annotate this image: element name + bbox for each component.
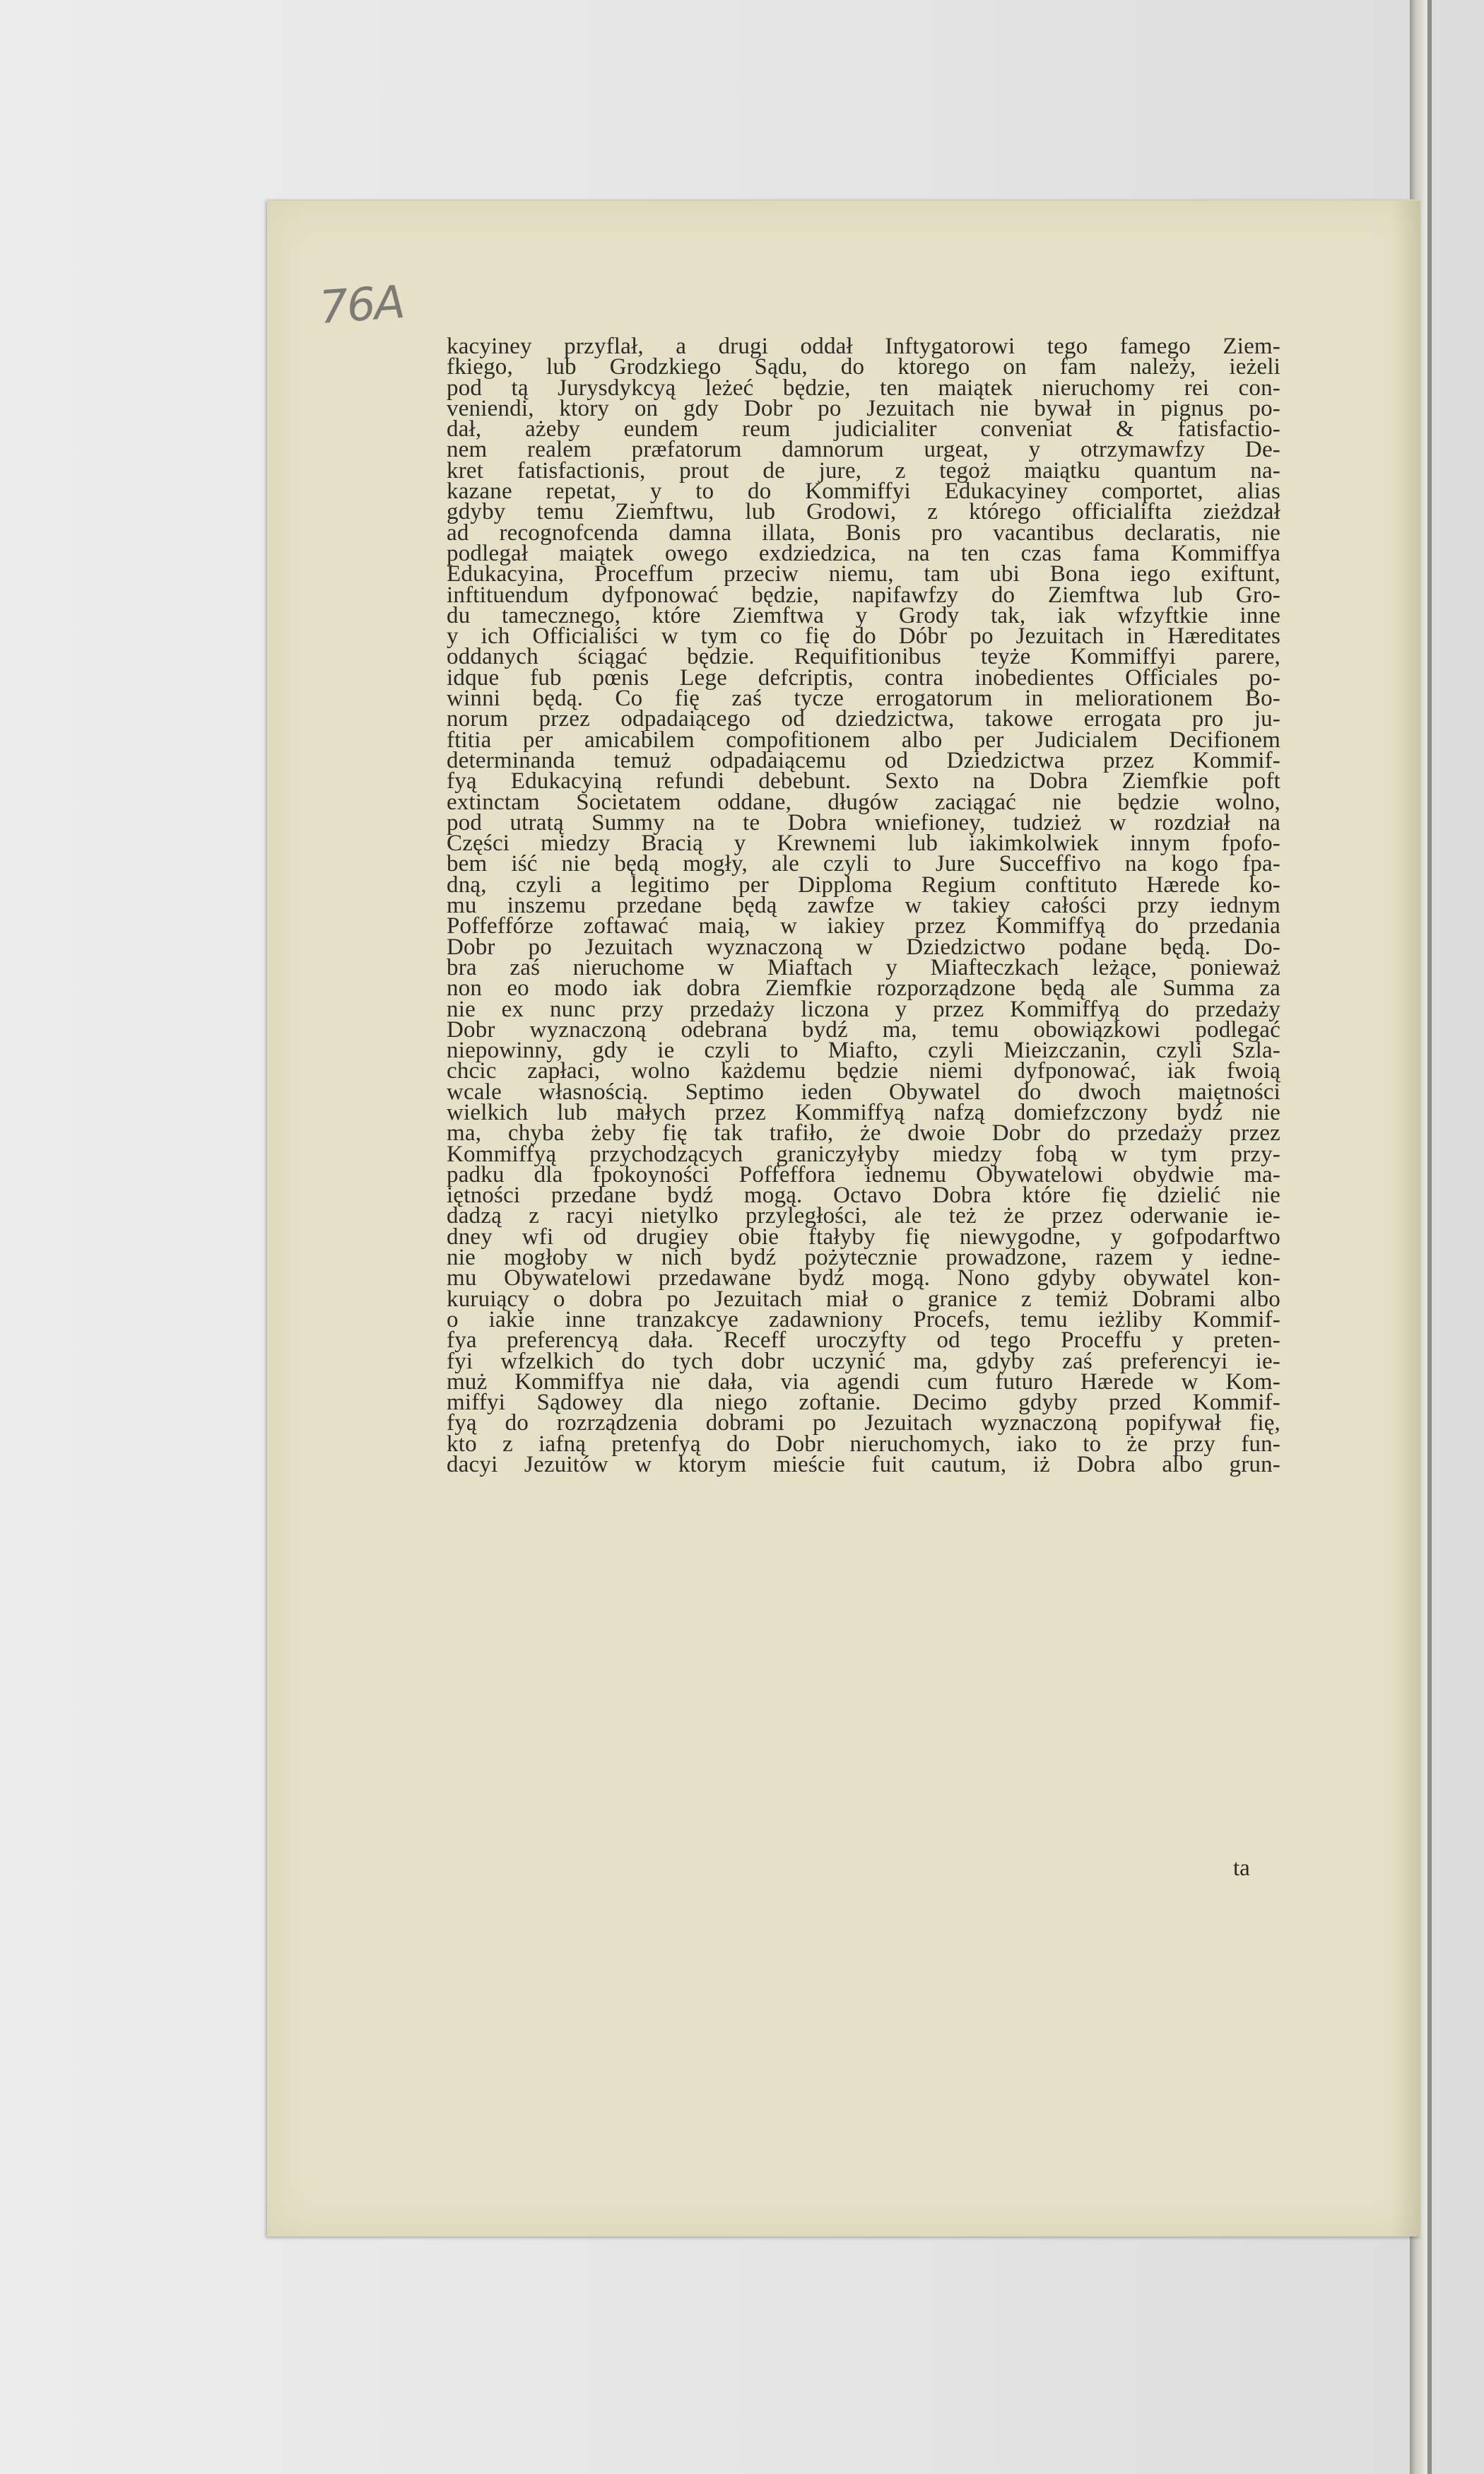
text-line: kto z iafną pretenfyą do Dobr nieruchomych, iako to że przy fun- xyxy=(447,1431,1280,1457)
text-line: pod utratą Summy na te Dobra wniefioney, tudzież w rozdział na xyxy=(447,809,1280,836)
text-line: pod tą Jurysdykcyą leżeć będzie, ten maiątek nieruchomy rei con- xyxy=(447,375,1280,401)
text-line: dacyi Jezuitów w ktorym mieście fuit cautum, iż Dobra albo grun- xyxy=(447,1452,1280,1478)
text-line: norum przez odpadaiącego od dziedzictwa, takowe errogata pro ju- xyxy=(447,706,1280,732)
text-line: Dobr po Jezuitach wyznaczoną w Dziedzictwo podane będą. Do- xyxy=(447,934,1280,960)
text-line: nie ex nunc przy przedaży liczona y przez Kommiffyą do przedaży xyxy=(447,996,1280,1022)
text-line: du tamecznego, które Ziemftwa y Grody tak, iak wfzyftkie inne xyxy=(447,602,1280,628)
text-line: Kommiffyą przychodzących graniczyłyby miedzy fobą w tym przy- xyxy=(447,1141,1280,1167)
text-line: kuruiący o dobra po Jezuitach miał o granice z temiż Dobrami albo xyxy=(447,1286,1280,1312)
text-line: ad recognofcenda damna illata, Bonis pro vacantibus declaratis, nie xyxy=(447,520,1280,546)
text-line: padku dla fpokoyności Poffeffora iednemu Obywatelowi obydwie ma- xyxy=(447,1161,1280,1188)
text-line: y ich Officialiści w tym co fię do Dóbr po Jezuitach in Hæreditates xyxy=(447,623,1280,650)
text-line: ftitia per amicabilem compofitionem albo per Judicialem Decifionem xyxy=(447,727,1280,753)
text-line: mu inszemu przedane będą zawfze w takiey całości przy iednym xyxy=(447,893,1280,919)
text-line: mu Obywatelowi przedawane bydź mogą. Nono gdyby obywatel kon- xyxy=(447,1265,1280,1291)
text-line: ma, chyba żeby fię tak trafiło, że dwoie Dobr do przedaży przez xyxy=(447,1120,1280,1147)
text-line: iętności przedane bydź mogą. Octavo Dobra które fię dzielić nie xyxy=(447,1183,1280,1209)
text-line: bem iść nie będą mogły, ale czyli to Jure Succeffivo na kogo fpa- xyxy=(447,851,1280,877)
text-line: determinanda temuż odpadaiącemu od Dziedzictwa przez Kommif- xyxy=(447,747,1280,773)
text-line: idque fub pœnis Lege defcriptis, contra inobedientes Officiales po- xyxy=(447,664,1280,691)
text-line: fya preferencyą dała. Receff uroczyfty od tego Proceffu y preten- xyxy=(447,1327,1280,1354)
text-line: veniendi, ktory on gdy Dobr po Jezuitach nie bywał in pignus po- xyxy=(447,395,1280,421)
text-line: kacyiney przyflał, a drugi oddał Inftygatorowi tego famego Ziem- xyxy=(447,334,1280,359)
text-line: Dobr wyznaczoną odebrana bydź ma, temu obowiązkowi podlegać xyxy=(447,1016,1280,1043)
text-line: extinctam Societatem oddane, długów zaciągać nie będzie wolno, xyxy=(447,789,1280,815)
text-line: dną, czyli a legitimo per Dipploma Regium conftituto Hærede ko- xyxy=(447,872,1280,898)
text-line: inftituendum dyfponować będzie, napifawfzy do Ziemftwa lub Gro- xyxy=(447,582,1280,608)
text-line: nem realem præfatorum damnorum urgeat, y otrzymawfzy De- xyxy=(447,437,1280,463)
text-line: nie mogłoby w nich bydź pożytecznie prowadzone, razem y iedne- xyxy=(447,1245,1280,1271)
text-line: podlegał maiątek owego exdziedzica, na ten czas fama Kommiffya xyxy=(447,540,1280,566)
text-line: kret fatisfactionis, prout de jure, z tegoż maiątku quantum na- xyxy=(447,457,1280,483)
text-line: Części miedzy Bracią y Krewnemi lub iakimkolwiek innym fpofo- xyxy=(447,831,1280,857)
text-line: dał, ażeby eundem reum judicialiter conveniat & fatisfactio- xyxy=(447,416,1280,442)
text-line: fyi wfzelkich do tych dobr uczynić ma, gdyby zaś preferencyi ie- xyxy=(447,1348,1280,1374)
text-line: kazane repetat, y to do Kommiffyi Edukacyiney comportet, alias xyxy=(447,479,1280,505)
text-line: wielkich lub małych przez Kommiffyą nafzą domiefzczony bydź nie xyxy=(447,1099,1280,1125)
text-line: wcale własnością. Septimo ieden Obywatel do dwoch maiętności xyxy=(447,1079,1280,1105)
text-line: chcic zapłaci, wolno każdemu będzie niemi dyfponować, iak fwoią xyxy=(447,1058,1280,1084)
text-line: fkiego, lub Grodzkiego Sądu, do ktorego on fam należy, ieżeli xyxy=(447,354,1280,380)
binding-gutter-line xyxy=(1427,0,1432,2474)
catchword: ta xyxy=(1233,1856,1250,1881)
text-line: oddanych ściągać będzie. Requifitionibus teyże Kommiffyi parere, xyxy=(447,644,1280,670)
text-line: Poffeffórze zoftawać maią, w iakiey przez Kommiffyą do przedania xyxy=(447,913,1280,939)
text-line: dney wfi od drugiey obie ftałyby fię niewygodne, y gofpodarftwo xyxy=(447,1224,1280,1250)
text-line: dadzą z racyi nietylko przyległości, ale też że przez oderwanie ie- xyxy=(447,1203,1280,1229)
text-line: muż Kommiffya nie dała, via agendi cum futuro Hærede w Kom- xyxy=(447,1368,1280,1395)
text-line: niepowinny, gdy ie czyli to Miafto, czyli Mieizczanin, czyli Szla- xyxy=(447,1038,1280,1064)
text-line: o iakie inne tranzakcye zadawniony Procefs, temu ieżliby Kommif- xyxy=(447,1306,1280,1332)
text-line: gdyby temu Ziemftwu, lub Grodowi, z którego officialifta zieżdzał xyxy=(447,499,1280,525)
text-line: miffyi Sądowey dla niego zoftanie. Decimo gdyby przed Kommif- xyxy=(447,1390,1280,1416)
text-line: Edukacyina, Proceffum przeciw niemu, tam ubi Bona iego exiftunt, xyxy=(447,561,1280,587)
text-line: bra zaś nieruchome w Miaftach y Miafteczkach leżące, ponieważ xyxy=(447,954,1280,980)
text-line: fyą do rozrządzenia dobrami po Jezuitach wyznaczoną popifywał fię, xyxy=(447,1410,1280,1436)
text-line: winni będą. Co fię zaś tycze errogatorum in meliorationem Bo- xyxy=(447,686,1280,712)
text-line: non eo modo iak dobra Ziemfkie rozporządzone będą ale Summa za xyxy=(447,975,1280,1002)
body-text xyxy=(447,334,1280,1478)
folio-note: 76A xyxy=(317,276,406,335)
text-line: fyą Edukacyiną refundi debebunt. Sexto na Dobra Ziemfkie poft xyxy=(447,768,1280,795)
